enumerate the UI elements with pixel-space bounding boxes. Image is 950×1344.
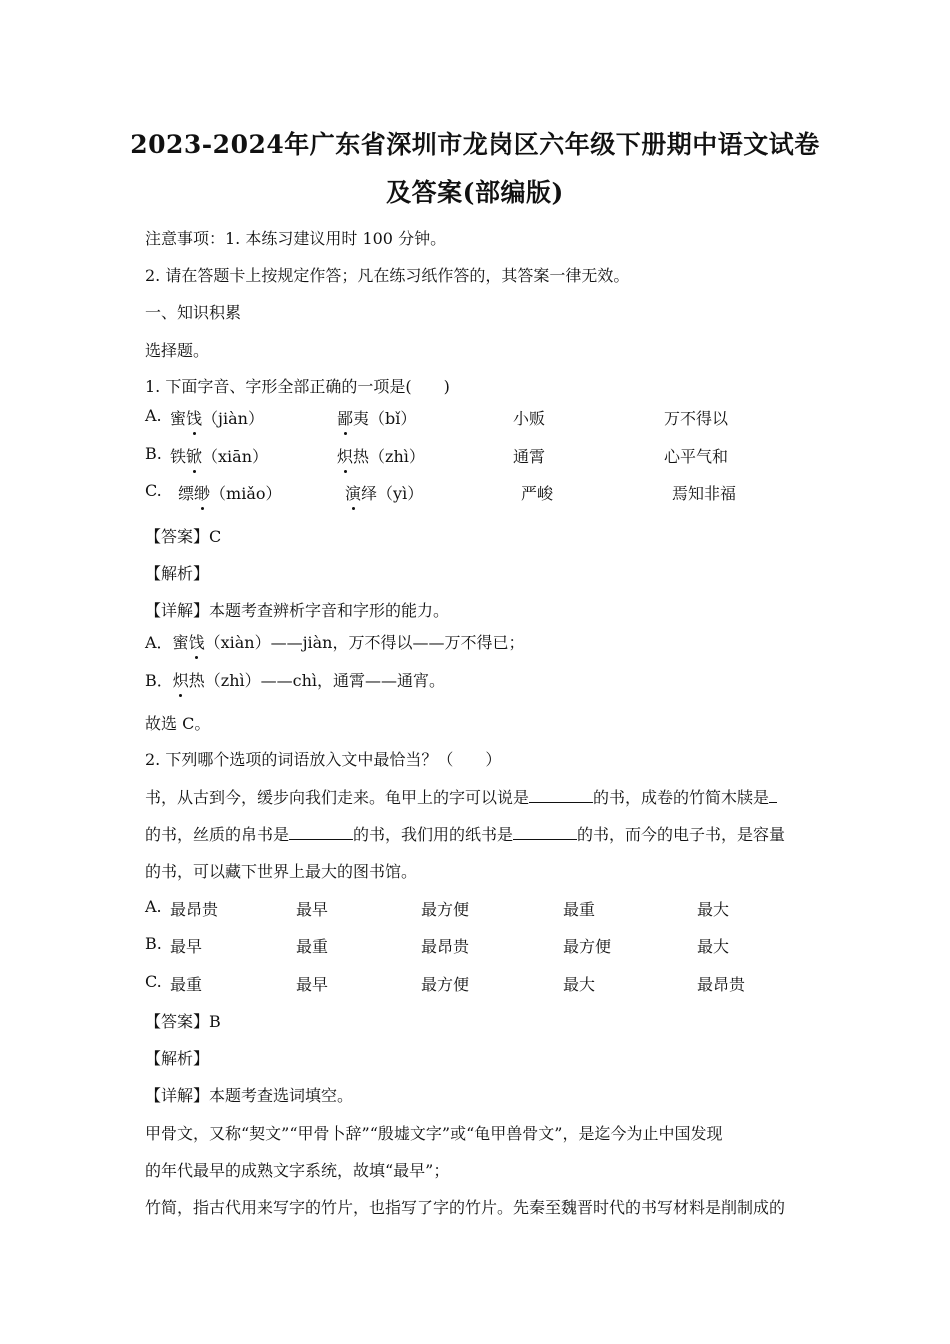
option-word-3: 最方便 [421,900,470,919]
section-heading: 一、知识积累 [145,303,242,322]
option-word-1: 最重 [170,975,203,994]
option-word-5: 最昂贵 [697,975,746,994]
q2-explain-line-2: 的年代最早的成熟文字系统，故填“最早”； [145,1161,450,1180]
option-word-1: 最昂贵 [170,900,219,919]
q2-passage-line-2: 的书，丝质的帛书是 的书，我们用的纸书是 的书，而今的电子书，是容量 [145,825,786,844]
option-word-3: 小贩 [513,409,546,428]
q1-explain-a: A．蜜饯（xiàn）——jiàn，万不得以——万不得已； [145,630,525,653]
option-word-1: 蜜饯（jiàn） [170,406,264,429]
option-word-3: 最昂贵 [421,937,470,956]
option-letter: C. [145,481,162,500]
option-word-2: 最早 [296,900,329,919]
q1-analysis: 【解析】 [145,564,210,583]
option-word-1: 铁锨（xiān） [170,444,268,467]
q2-explain-line-3: 竹简，指古代用来写字的竹片，也指写了字的竹片。先秦至魏晋时代的书写材料是削制成的 [145,1198,786,1217]
option-word-5: 最大 [697,937,730,956]
q2-detail: 【详解】本题考查选词填空。 [145,1086,354,1105]
option-word-3: 最方便 [421,975,470,994]
option-word-5: 最大 [697,900,730,919]
q1-stem: 1. 下面字音、字形全部正确的一项是( ) [145,377,450,396]
q2-passage-line-1: 书，从古到今，缓步向我们走来。龟甲上的字可以说是 的书，成卷的竹简木牍是 [145,785,777,808]
option-word-4: 万不得以 [664,409,729,428]
option-word-3: 通霄 [513,447,546,466]
document-title-line2: 及答案(部编版) [386,178,564,207]
document-title-line1: 2023-2024年广东省深圳市龙岗区六年级下册期中语文试卷 [130,130,820,159]
option-word-2: 最早 [296,975,329,994]
option-word-2: 最重 [296,937,329,956]
q1-detail: 【详解】本题考查辨析字音和字形的能力。 [145,601,450,620]
blank-3 [289,825,353,840]
option-word-2: 演绎（yì） [345,481,423,504]
option-word-4: 焉知非福 [672,484,737,503]
option-word-4: 最大 [563,975,596,994]
q2-stem: 2. 下列哪个选项的词语放入文中最恰当？（ ） [145,750,502,769]
option-word-2: 鄙夷（bǐ） [337,406,416,429]
q1-explain-b: B．炽热（zhì）——chì，通霄——通宵。 [145,668,445,691]
option-word-2: 炽热（zhì） [337,444,425,467]
sub-heading-choice: 选择题。 [145,341,210,360]
option-letter: A. [145,406,162,425]
option-letter: B. [145,444,162,463]
option-letter: C. [145,972,162,991]
q2-answer: 【答案】B [145,1012,221,1031]
q2-passage-line-3: 的书，可以藏下世界上最大的图书馆。 [145,862,418,881]
option-word-4: 最重 [563,900,596,919]
blank-4 [513,825,577,840]
blank-2 [769,788,777,803]
option-word-3: 严峻 [521,484,554,503]
notice-2: 2. 请在答题卡上按规定作答；凡在练习纸作答的，其答案一律无效。 [145,266,630,285]
blank-1 [529,788,593,803]
notice-1: 注意事项：1. 本练习建议用时 100 分钟。 [145,229,447,248]
option-letter: B. [145,934,162,953]
q2-analysis: 【解析】 [145,1049,210,1068]
q1-conclusion: 故选 C。 [145,714,211,733]
option-letter: A. [145,897,162,916]
q2-explain-line-1: 甲骨文，又称“契文”“甲骨卜辞”“殷墟文字”或“龟甲兽骨文”，是迄今为止中国发现 [145,1124,723,1143]
option-word-1: 缥缈（miǎo） [178,481,282,504]
q1-answer: 【答案】C [145,527,222,546]
option-word-1: 最早 [170,937,203,956]
option-word-4: 最方便 [563,937,612,956]
option-word-4: 心平气和 [664,447,729,466]
